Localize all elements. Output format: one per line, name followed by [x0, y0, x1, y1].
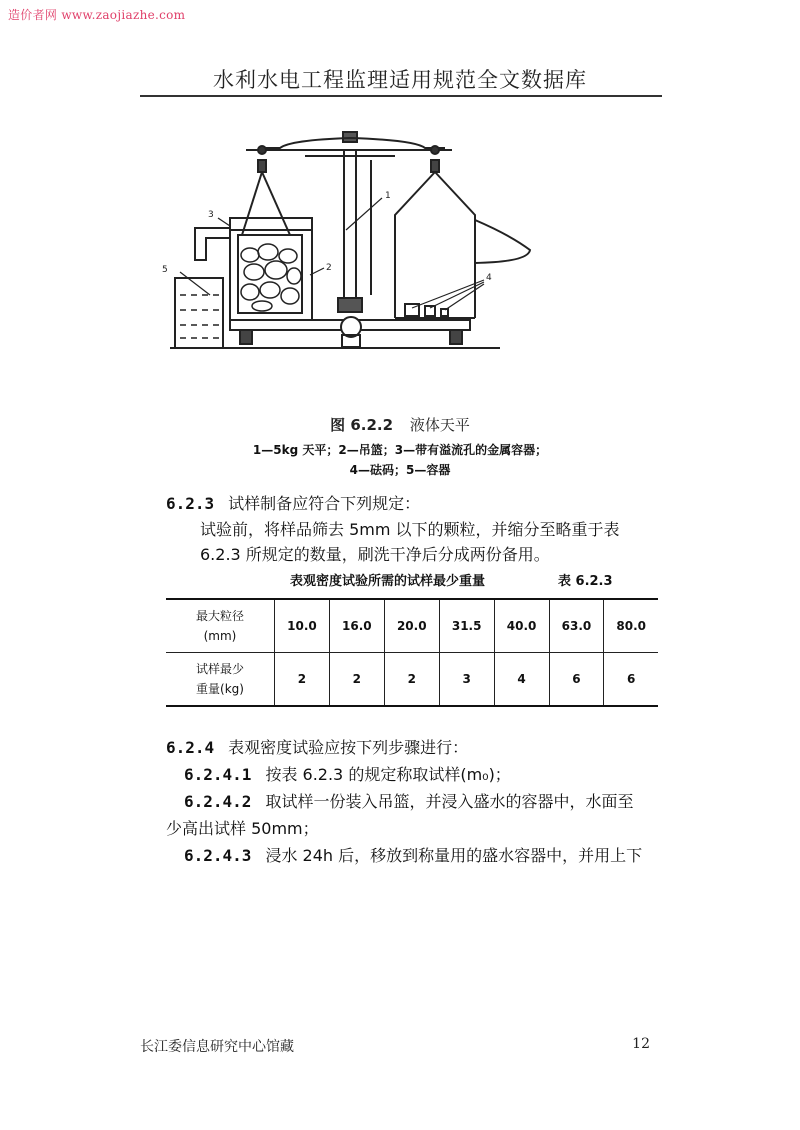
table-cell: 2 [329, 653, 384, 707]
row-header-min-weight [166, 653, 275, 707]
row-header-line: 重量(kg) [196, 682, 244, 696]
step-6-2-4-2 [184, 790, 633, 814]
table-cell: 63.0 [549, 599, 604, 653]
table-row [166, 599, 658, 653]
table-label: 表 6.2.3 [558, 574, 613, 589]
callout-3: 3 [208, 210, 214, 220]
callout-4: 4 [486, 273, 492, 283]
row-header-line: 最大粒径 [195, 609, 244, 623]
table-cell: 6 [604, 653, 658, 707]
callout-5: 5 [162, 265, 168, 275]
figure-title: 液体天平 [409, 416, 470, 434]
step-number: 6.2.4.1 [184, 765, 252, 784]
sample-weight-table [166, 598, 658, 707]
row-header-line: 试样最少 [195, 662, 244, 676]
figure-legend [140, 440, 660, 480]
row-header-max-size [166, 599, 275, 653]
page-number: 12 [632, 1036, 650, 1052]
footer-archive-note: 长江委信息研究中心馆藏 [140, 1039, 294, 1055]
page-header-title: 水利水电工程监理适用规范全文数据库 [213, 68, 587, 92]
figure-legend-line: 4—砝码；5—容器 [349, 463, 451, 477]
step-number: 6.2.4.2 [184, 792, 252, 811]
figure-number: 图 6.2.2 [330, 416, 394, 434]
section-heading-text: 试样制备应符合下列规定： [228, 494, 421, 513]
section-number: 6.2.3 [166, 494, 215, 513]
table-cell: 4 [494, 653, 549, 707]
watermark [8, 6, 185, 23]
table-cell: 3 [439, 653, 494, 707]
table-cell: 2 [384, 653, 439, 707]
table-cell: 10.0 [275, 599, 330, 653]
step-continuation: 少高出试样 50mm； [166, 819, 319, 838]
step-text: 取试样一份装入吊篮，并浸入盛水的容器中，水面至 [265, 792, 634, 811]
liquid-balance-figure [150, 120, 550, 370]
callout-1: 1 [385, 191, 391, 201]
paragraph-line: 6.2.3 所规定的数量，刷洗干净后分成两份备用。 [200, 545, 550, 564]
paragraph-line: 试验前，将样品筛去 5mm 以下的颗粒，并缩分至略重于表 [200, 520, 620, 539]
table-cell: 16.0 [329, 599, 384, 653]
step-text: 浸水 24h 后，移放到称量用的盛水容器中，并用上下 [265, 846, 643, 865]
row-header-line: (mm) [203, 629, 237, 643]
step-number: 6.2.4.3 [184, 846, 252, 865]
section-6-2-3-heading [166, 492, 420, 516]
table-cell: 2 [275, 653, 330, 707]
table-cell: 6 [549, 653, 604, 707]
table-cell: 31.5 [439, 599, 494, 653]
watermark-url: www.zaojiazhe.com [61, 8, 186, 22]
figure-caption [140, 414, 660, 435]
section-number: 6.2.4 [166, 738, 215, 757]
section-6-2-4-heading [166, 736, 468, 760]
table-cell: 80.0 [604, 599, 658, 653]
step-text: 按表 6.2.3 的规定称取试样(m₀)； [265, 765, 511, 784]
figure-legend-line: 1—5kg 天平；2—吊篮；3—带有溢流孔的金属容器； [252, 443, 548, 457]
header-divider [140, 95, 662, 97]
table-cell: 40.0 [494, 599, 549, 653]
table-row [166, 653, 658, 707]
watermark-site-name: 造价者网 [8, 8, 58, 22]
step-6-2-4-1 [184, 763, 511, 787]
table-title: 表观密度试验所需的试样最少重量 [290, 574, 486, 589]
section-heading-text: 表观密度试验应按下列步骤进行： [228, 738, 469, 757]
callout-2: 2 [326, 263, 332, 273]
table-cell: 20.0 [384, 599, 439, 653]
step-6-2-4-3 [184, 844, 642, 868]
